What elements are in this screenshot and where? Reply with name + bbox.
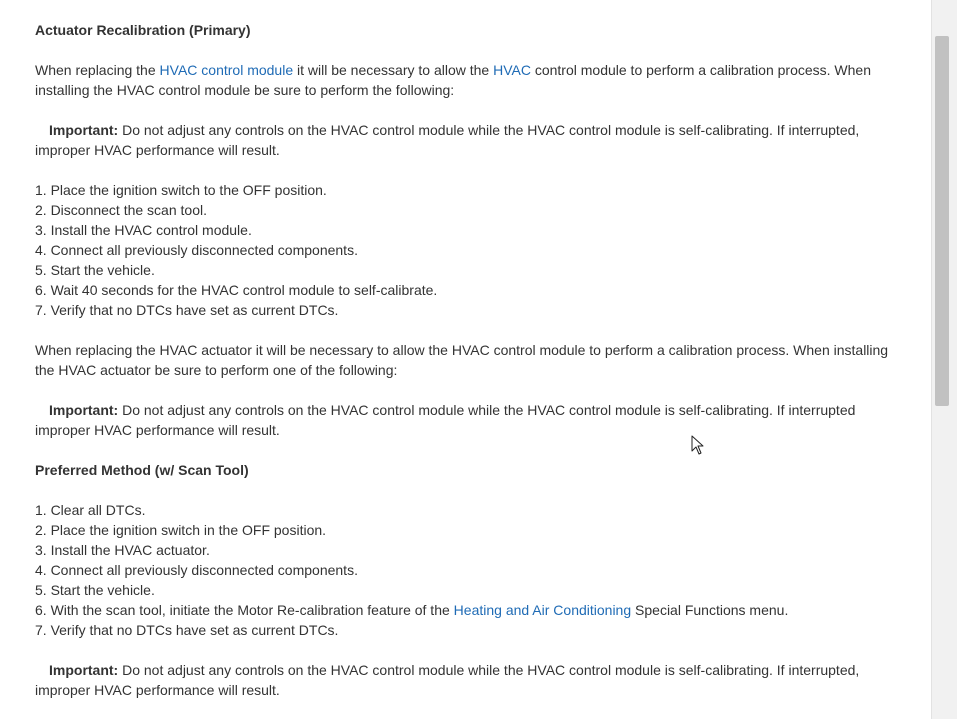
intro1-text-post: control module to perform a calibration process. When: [530, 62, 871, 78]
vertical-scrollbar[interactable]: [931, 0, 957, 719]
list-item: 7. Verify that no DTCs have set as current DTCs.: [35, 622, 339, 638]
list-item: 1. Place the ignition switch to the OFF position.: [35, 182, 327, 198]
service-procedure: [35, 20, 915, 700]
list-item: 6. Wait 40 seconds for the HVAC control module to self-calibrate.: [35, 282, 438, 298]
important1-text: Do not adjust any controls on the HVAC control module while the HVAC control module is self-calibrating. If interrupted,: [118, 122, 860, 138]
intro-paragraph-2-line2: the HVAC actuator be sure to perform one of the following:: [35, 362, 398, 378]
section-heading-preferred: Preferred Method (w/ Scan Tool): [35, 462, 249, 478]
important-label: Important:: [49, 662, 119, 678]
scrollbar-thumb[interactable]: [935, 36, 949, 406]
important-note-2: [35, 400, 915, 420]
important3-text: Do not adjust any controls on the HVAC control module while the HVAC control module is self-calibrating. If interrupted,: [118, 662, 860, 678]
steps-list-2: [35, 500, 915, 640]
list-item: [35, 600, 915, 620]
list-item: 7. Verify that no DTCs have set as current DTCs.: [35, 302, 339, 318]
important-label: Important:: [49, 122, 119, 138]
hvac-control-module-link[interactable]: HVAC control module: [159, 62, 294, 78]
intro1-text-pre: When replacing the: [35, 62, 160, 78]
mouse-pointer-icon: [691, 435, 705, 455]
important2-text: Do not adjust any controls on the HVAC control module while the HVAC control module is self-calibrating. If interrupted: [118, 402, 856, 418]
list-item: 4. Connect all previously disconnected components.: [35, 562, 358, 578]
list-item: 5. Start the vehicle.: [35, 582, 155, 598]
list-item: 2. Disconnect the scan tool.: [35, 202, 207, 218]
important-label: Important:: [49, 402, 119, 418]
important-note-1: [35, 120, 915, 140]
important-note-3: [35, 660, 915, 680]
important-note-3-line2: improper HVAC performance will result.: [35, 682, 280, 698]
list-item: 2. Place the ignition switch in the OFF position.: [35, 522, 327, 538]
section-heading-primary: Actuator Recalibration (Primary): [35, 22, 251, 38]
list-item: 4. Connect all previously disconnected components.: [35, 242, 358, 258]
heating-and-air-conditioning-link[interactable]: Heating and Air Conditioning: [453, 602, 632, 618]
important-note-2-line2: improper HVAC performance will result.: [35, 422, 280, 438]
steps-list-1: [35, 180, 915, 320]
list-item: 5. Start the vehicle.: [35, 262, 155, 278]
step6-text-post: Special Functions menu.: [631, 602, 789, 618]
intro-paragraph-1-line2: installing the HVAC control module be sure to perform the following:: [35, 82, 455, 98]
intro-paragraph-1: [35, 60, 915, 80]
hvac-link[interactable]: HVAC: [493, 62, 531, 78]
intro-paragraph-2: When replacing the HVAC actuator it will be necessary to allow the HVAC control module to perform a calibration process. When installing: [35, 342, 889, 358]
important-note-1-line2: improper HVAC performance will result.: [35, 142, 280, 158]
step6-text-pre: 6. With the scan tool, initiate the Motor Re-calibration feature of the: [35, 602, 454, 618]
list-item: 1. Clear all DTCs.: [35, 502, 146, 518]
list-item: 3. Install the HVAC actuator.: [35, 542, 210, 558]
list-item: 3. Install the HVAC control module.: [35, 222, 252, 238]
intro1-text-mid: it will be necessary to allow the: [293, 62, 494, 78]
